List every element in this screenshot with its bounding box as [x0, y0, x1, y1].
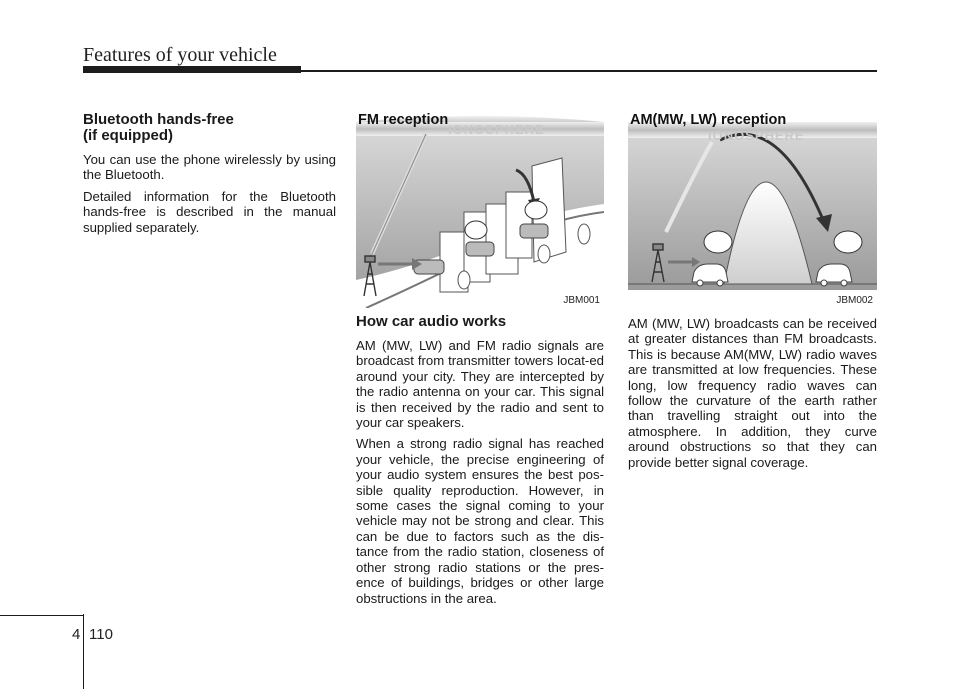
footer-chapter-number: 4	[72, 626, 81, 643]
fm-diagram	[356, 112, 604, 308]
footer-rule-vertical	[83, 614, 84, 689]
am-text-section	[628, 314, 877, 476]
car-audio-para2: When a strong radio signal has reached your vehicle, the precise engineering of your audio system ensures the best pos-sible quality reproduction. However, in some cases the signal coming to your vehicle may not be strong and clear. This can be due to factors such as the dis-tance from the radio station, closeness of other strong radio stations or the pres-ence of buildings, bridges or other large obstructions in the area.	[356, 436, 604, 606]
bluetooth-heading-line2: (if equipped)	[83, 127, 173, 144]
header-rule-thin	[301, 70, 877, 72]
footer-page-number: 110	[89, 626, 113, 643]
fm-figure-code: JBM001	[563, 295, 600, 306]
footer-rule-horizontal	[0, 615, 83, 616]
bluetooth-para1: You can use the phone wirelessly by using the Bluetooth.	[83, 152, 336, 183]
page-header-title: Features of your vehicle	[83, 44, 277, 66]
fm-reception-figure	[356, 112, 604, 308]
bluetooth-heading	[83, 112, 336, 144]
am-reception-figure	[628, 112, 877, 308]
am-figure-title: AM(MW, LW) reception	[630, 112, 787, 128]
fm-ionosphere-label: IONOSPHERE	[448, 122, 545, 137]
car-audio-para1: AM (MW, LW) and FM radio signals are broadcast from transmitter towers locat-ed around your city. They are intercepted by the radio antenna on your car. This signal is then received by the radio and sent to your car speakers.	[356, 338, 604, 431]
fm-figure-title: FM reception	[358, 112, 449, 128]
am-text-para1: AM (MW, LW) broadcasts can be received at greater distances than FM broadcasts. This is because AM(MW, LW) radio waves are transmitted at low frequencies. These long, low frequency radio waves can follow the curvature of the earth rather than travelling straight out into the atmosphere. In addition, they curve around obstructions so that they can provide better signal coverage.	[628, 316, 877, 470]
am-ionosphere-label: IONOSPHERE	[708, 128, 805, 143]
am-figure-code: JBM002	[836, 295, 873, 306]
header-rule-thick	[83, 66, 301, 73]
bluetooth-heading-line1: Bluetooth hands-free	[83, 111, 234, 128]
bluetooth-section	[83, 112, 336, 241]
car-audio-heading: How car audio works	[356, 313, 507, 330]
car-audio-section	[356, 314, 604, 612]
bluetooth-para2: Detailed information for the Bluetooth hands-free is described in the manual supplied separately.	[83, 188, 336, 235]
